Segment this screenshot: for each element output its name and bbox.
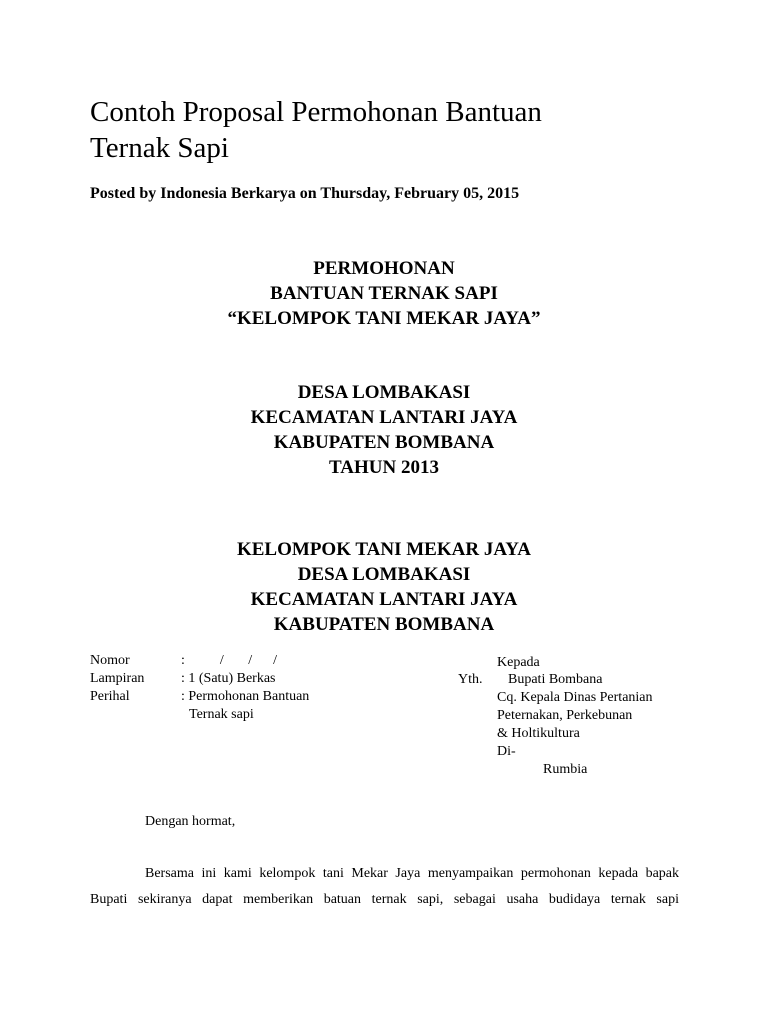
article-title [90, 94, 690, 166]
heading-line: PERMOHONAN [313, 258, 455, 279]
recipient-di: Di- [497, 744, 516, 759]
posted-by-line: Posted by Indonesia Berkarya on Thursday, February 05, 2015 [90, 185, 520, 202]
paragraph-line-2: Bupati sekiranya dapat memberikan batuan ternak sapi, sebagai usaha budidaya ternak sapi [90, 892, 679, 907]
recipient-peternakan: Peternakan, Perkebunan [497, 708, 633, 723]
recipient-bupati: Bupati Bombana [508, 672, 603, 687]
heading-line: KABUPATEN BOMBANA [273, 614, 495, 635]
heading-line: KECAMATAN LANTARI JAYA [250, 407, 518, 428]
recipient-cq: Cq. Kepala Dinas Pertanian [497, 690, 653, 705]
lampiran-value: : 1 (Satu) Berkas [181, 671, 276, 686]
recipient-yth: Yth. [458, 672, 483, 687]
heading-block-desa [0, 380, 768, 480]
heading-line: “KELOMPOK TANI MEKAR JAYA” [227, 308, 541, 329]
nomor-value: : / / / [181, 653, 278, 668]
heading-line: DESA LOMBAKASI [297, 564, 471, 585]
heading-line: KABUPATEN BOMBANA [273, 432, 495, 453]
heading-line: KELOMPOK TANI MEKAR JAYA [236, 539, 531, 560]
heading-line: TAHUN 2013 [329, 457, 439, 478]
paragraph-line-1: Bersama ini kami kelompok tani Mekar Jaya menyampaikan permohonan kepada bapak [145, 866, 679, 881]
perihal-label: Perihal [90, 689, 130, 704]
heading-line: KECAMATAN LANTARI JAYA [250, 589, 518, 610]
salutation: Dengan hormat, [145, 814, 236, 829]
nomor-label: Nomor [90, 653, 130, 668]
perihal-value-1: : Permohonan Bantuan [181, 689, 310, 704]
recipient-holtikultura: & Holtikultura [497, 726, 580, 741]
heading-block-permohonan [0, 256, 768, 331]
heading-block-kelompok [0, 537, 768, 637]
heading-line: BANTUAN TERNAK SAPI [270, 283, 498, 304]
perihal-value-2: Ternak sapi [189, 707, 254, 722]
recipient-rumbia: Rumbia [543, 762, 588, 777]
heading-line: DESA LOMBAKASI [297, 382, 471, 403]
lampiran-label: Lampiran [90, 671, 145, 686]
recipient-kepada: Kepada [497, 655, 540, 670]
article-title-line-1: Contoh Proposal Permohonan Bantuan [90, 96, 542, 128]
article-title-line-2: Ternak Sapi [90, 132, 229, 164]
